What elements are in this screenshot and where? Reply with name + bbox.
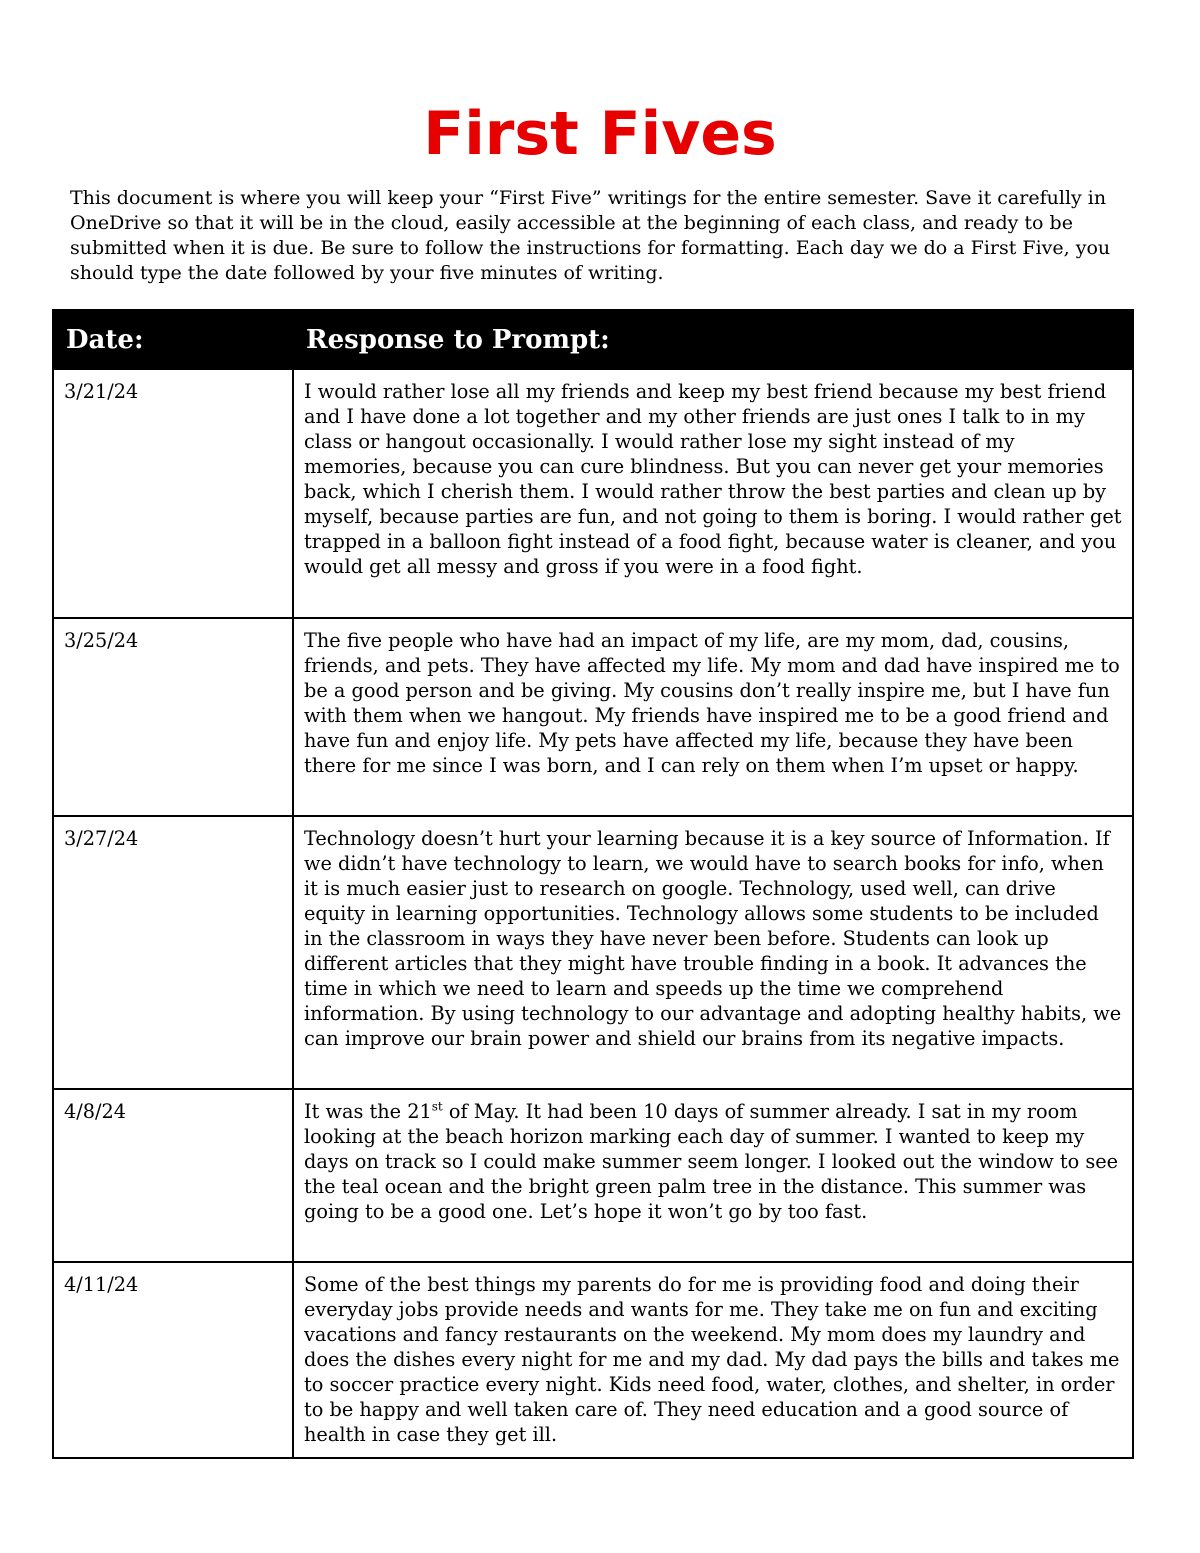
entry-response-start: It was the 21: [304, 1100, 432, 1123]
entry-response: [293, 1089, 1133, 1262]
entry-response: Some of the best things my parents do for me is providing food and doing their everyday jobs provide needs and wants for me. They take me on fun and exciting vacations and fancy restaurants on the weekend. My mom does my laundry and does the dishes every night for me and my dad. My dad pays the bills and takes me to soccer practice every night. Kids need food, water, clothes, and shelter, in order to be happy and well taken care of. They need education and a good source of health in case they get ill.: [293, 1262, 1133, 1458]
ordinal-suffix: st: [431, 1099, 443, 1114]
table-row: [53, 618, 1133, 816]
entry-date: 4/11/24: [53, 1262, 293, 1458]
document-title: First Fives: [423, 99, 777, 169]
date-column-header: Date:: [53, 310, 293, 369]
table-row: [53, 369, 1133, 618]
entry-date: 3/21/24: [53, 369, 293, 618]
table-row: [53, 1089, 1133, 1262]
table-row: [53, 1262, 1133, 1458]
table-row: [53, 816, 1133, 1089]
entry-date: 4/8/24: [53, 1089, 293, 1262]
entry-date: 3/25/24: [53, 618, 293, 816]
entry-response: I would rather lose all my friends and keep my best friend because my best friend and I have done a lot together and my other friends are just ones I talk to in my class or hangout occasionally. I would rather lose my sight instead of my memories, because you can cure blindness. But you can never get your memories back, which I cherish them. I would rather throw the best parties and clean up by myself, because parties are fun, and not going to them is boring. I would rather get trapped in a balloon fight instead of a food fight, because water is cleaner, and you would get all messy and gross if you were in a food fight.: [293, 369, 1133, 618]
entry-date: 3/27/24: [53, 816, 293, 1089]
response-column-header: Response to Prompt:: [293, 310, 1133, 369]
entry-response-rest: of May. It had been 10 days of summer already. I sat in my room looking at the beach horizon marking each day of summer. I wanted to keep my days on track so I could make summer seem longer. I looked out the window to see the teal ocean and the bright green palm tree in the distance. This summer was going to be a good one. Let’s hope it won’t go by too fast.: [304, 1100, 1119, 1223]
intro-paragraph: This document is where you will keep your “First Five” writings for the entire semester. Save it carefully in OneDrive so that it will be in the cloud, easily accessible at the beginning of each class, and ready to be submitted when it is due. Be sure to follow the instructions for formatting. Each day we do a First Five, you should type the date followed by your five minutes of writing.: [70, 187, 1111, 284]
table-header-row: [53, 310, 1133, 369]
entry-response: Technology doesn’t hurt your learning because it is a key source of Information. If we didn’t have technology to learn, we would have to search books for info, when it is much easier just to research on google. Technology, used well, can drive equity in learning opportunities. Technology allows some students to be included in the classroom in ways they have never been before. Students can look up different articles that they might have trouble finding in a book. It advances the time in which we need to learn and speeds up the time we comprehend information. By using technology to our advantage and adopting healthy habits, we can improve our brain power and shield our brains from its negative impacts.: [293, 816, 1133, 1089]
entry-response: The five people who have had an impact of my life, are my mom, dad, cousins, friends, and pets. They have affected my life. My mom and dad have inspired me to be a good person and be giving. My cousins don’t really inspire me, but I have fun with them when we hangout. My friends have inspired me to be a good friend and have fun and enjoy life. My pets have affected my life, because they have been there for me since I was born, and I can rely on them when I’m upset or happy.: [293, 618, 1133, 816]
first-fives-table: [52, 309, 1134, 1459]
